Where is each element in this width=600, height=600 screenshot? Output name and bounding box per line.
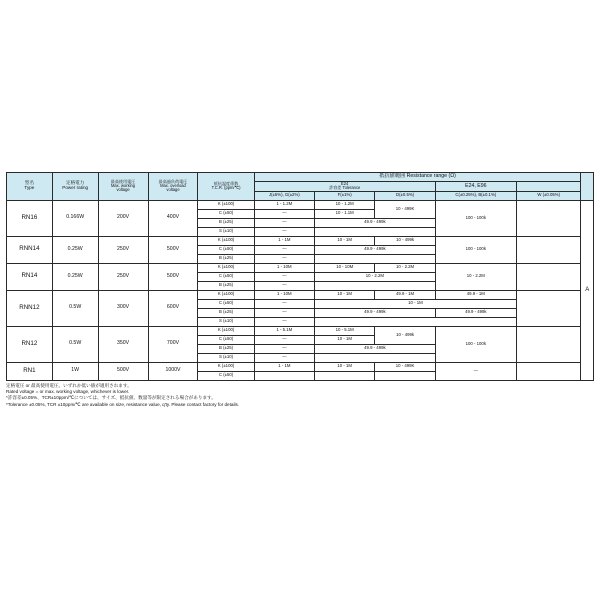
spec-sheet bbox=[6, 172, 594, 381]
footnote-line: *許容差±0.05%、TCR±10ppm/℃については、サイズ、抵抗値、数量等が限定される場合があります。 bbox=[6, 395, 216, 401]
cell-overload: 500V bbox=[148, 236, 198, 263]
cell-range-jg: — bbox=[254, 299, 314, 308]
header-vertical-blank bbox=[581, 173, 594, 201]
cell-tcr: C (±50) bbox=[198, 299, 254, 308]
cell-tcr: C (±50) bbox=[198, 335, 254, 344]
cell-range-cb: 100 - 100k bbox=[435, 236, 516, 263]
cell-range-d: 10 - 499K bbox=[375, 200, 435, 218]
cell-overload: 700V bbox=[148, 326, 198, 362]
cell-working: 500V bbox=[98, 362, 148, 380]
cell-tcr: S (±10) bbox=[198, 317, 254, 326]
cell-range-d: 10 - 499k bbox=[375, 326, 435, 344]
header-col-j-g: J(±5%), G(±2%) bbox=[254, 191, 314, 200]
table-row bbox=[7, 326, 594, 335]
cell-power: 0.5W bbox=[52, 290, 98, 326]
cell-range-f: 10 - 1M bbox=[315, 362, 375, 371]
footnote-line: *Tolerance ±0.05%, TCR ±10ppm/℃ are available on size, resistance value, q'ty. Please contact factory for details. bbox=[6, 401, 240, 407]
cell-range-d: 49.9 - 1M bbox=[375, 290, 435, 299]
cell-range-jg: 1 - 10M bbox=[254, 263, 314, 272]
header-max-working-voltage: 最高使用電圧 Max. working voltage bbox=[98, 173, 148, 201]
cell-overload: 600V bbox=[148, 290, 198, 326]
cell-range-cb: — bbox=[435, 362, 516, 380]
header-group-e24-e96: E24, E96 bbox=[435, 182, 516, 192]
cell-tcr: C (±50) bbox=[198, 272, 254, 281]
cell-range-f bbox=[315, 317, 517, 326]
cell-power: 0.25W bbox=[52, 263, 98, 290]
cell-tcr: B (±25) bbox=[198, 281, 254, 290]
cell-power: 1W bbox=[52, 362, 98, 380]
cell-type: RNN14 bbox=[7, 236, 53, 263]
cell-tcr: K (±100) bbox=[198, 236, 254, 245]
header-col-cb: C(±0.25%), B(±0.1%) bbox=[435, 191, 516, 200]
cell-range-jg: — bbox=[254, 308, 314, 317]
header-col-f: F(±1%) bbox=[315, 191, 375, 200]
cell-range-f: 49.9 - 499k bbox=[315, 218, 436, 227]
cell-range-jg: — bbox=[254, 218, 314, 227]
cell-range-f: 49.9 - 499k bbox=[315, 344, 436, 353]
cell-range-f: 10 - 1M bbox=[315, 299, 517, 308]
cell-working: 350V bbox=[98, 326, 148, 362]
cell-working: 250V bbox=[98, 263, 148, 290]
cell-tcr: C (±50) bbox=[198, 209, 254, 218]
cell-tcr: S (±10) bbox=[198, 353, 254, 362]
cell-range-jg: — bbox=[254, 209, 314, 218]
cell-range-d: 10 - 499K bbox=[375, 362, 435, 371]
cell-tcr: B (±25) bbox=[198, 308, 254, 317]
header-group-e24 bbox=[254, 182, 435, 192]
cell-range-f bbox=[315, 371, 375, 380]
cell-range-cb: 100 - 100k bbox=[435, 326, 516, 362]
cell-tcr: S (±10) bbox=[198, 227, 254, 236]
cell-range-jg: — bbox=[254, 344, 314, 353]
table-row bbox=[7, 362, 594, 371]
table-row bbox=[7, 236, 594, 245]
cell-power: 0.25W bbox=[52, 236, 98, 263]
cell-tcr: K (±100) bbox=[198, 326, 254, 335]
cell-range-jg: — bbox=[254, 254, 314, 263]
cell-tcr: K (±100) bbox=[198, 263, 254, 272]
table-row bbox=[7, 263, 594, 272]
header-col-w: W (±0.05%) bbox=[516, 191, 581, 200]
cell-overload: 1000V bbox=[148, 362, 198, 380]
cell-range-jg: 1 - 1M bbox=[254, 362, 314, 371]
cell-power: 0.5W bbox=[52, 326, 98, 362]
cell-tcr: C (±50) bbox=[198, 245, 254, 254]
cell-type: RNN12 bbox=[7, 290, 53, 326]
header-power-rating: 定格電力 Power rating bbox=[52, 173, 98, 201]
cell-range-jg bbox=[254, 371, 314, 380]
cell-range-f bbox=[315, 281, 436, 290]
cell-tcr: B (±25) bbox=[198, 254, 254, 263]
cell-range-f: 10 - 2.2M bbox=[315, 272, 436, 281]
header-type: 型名 Type bbox=[7, 173, 53, 201]
cell-range-f: 49.9 - 499k bbox=[315, 245, 436, 254]
cell-power: 0.166W bbox=[52, 200, 98, 236]
cell-range-w bbox=[516, 362, 581, 380]
cell-range-jg: — bbox=[254, 317, 314, 326]
cell-range-w bbox=[516, 290, 581, 326]
cell-type: RN1 bbox=[7, 362, 53, 380]
cell-range-w bbox=[516, 326, 581, 362]
cell-range-jg: — bbox=[254, 227, 314, 236]
cell-working: 200V bbox=[98, 200, 148, 236]
cell-tcr: B (±25) bbox=[198, 218, 254, 227]
cell-range-f: 10 - 10M bbox=[315, 263, 375, 272]
cell-type: RN14 bbox=[7, 263, 53, 290]
cell-range-f: 10 - 1M bbox=[315, 236, 375, 245]
cell-type: RN12 bbox=[7, 326, 53, 362]
cell-working: 250V bbox=[98, 236, 148, 263]
header-resistance-range: 抵抗値範囲 Resistance range (Ω) bbox=[254, 173, 581, 182]
cell-range-d: 10 - 2.2M bbox=[375, 263, 435, 272]
cell-range-f: 10 - 1.1M bbox=[315, 209, 375, 218]
cell-range-f: 49.9 - 499k bbox=[315, 308, 436, 317]
cell-range-jg: 1 - 1.2M bbox=[254, 200, 314, 209]
cell-tcr: C (±50) bbox=[198, 371, 254, 380]
table-row bbox=[7, 290, 594, 299]
cell-range-jg: — bbox=[254, 281, 314, 290]
cell-range-d bbox=[375, 371, 435, 380]
cell-tcr: B (±25) bbox=[198, 344, 254, 353]
cell-overload: 500V bbox=[148, 263, 198, 290]
header-group-w-blank bbox=[516, 182, 581, 192]
header-col-d: D(±0.5%) bbox=[375, 191, 435, 200]
cell-range-jg: — bbox=[254, 245, 314, 254]
cell-range-jg: 1 - 10M bbox=[254, 290, 314, 299]
cell-range-jg: 1 - 5.1M bbox=[254, 326, 314, 335]
cell-range-cb: 49.9 - 499k bbox=[435, 308, 516, 317]
cell-tcr: K (±100) bbox=[198, 200, 254, 209]
cell-range-jg: 1 - 1M bbox=[254, 236, 314, 245]
cell-tcr: K (±100) bbox=[198, 290, 254, 299]
cell-tcr: K (±100) bbox=[198, 362, 254, 371]
header-tolerance-label: 許容差 Tolerance bbox=[329, 185, 361, 191]
cell-range-jg: — bbox=[254, 272, 314, 281]
cell-range-d: 10 - 499k bbox=[375, 236, 435, 245]
table-row bbox=[7, 200, 594, 209]
footnote-line: 定格電圧 or 最高使用電圧、いずれか低い値が適用されます。 bbox=[6, 383, 132, 388]
cell-range-cb: 10 - 2.2M bbox=[435, 263, 516, 290]
cell-range-f: 10 - 1.2M bbox=[315, 200, 375, 209]
cell-range-jg: — bbox=[254, 335, 314, 344]
footnote-line: Rated voltage = or max. working voltage, whichever is lower. bbox=[6, 389, 130, 395]
cell-range-jg: — bbox=[254, 353, 314, 362]
cell-range-w bbox=[516, 200, 581, 236]
table-header-row-1 bbox=[7, 173, 594, 182]
cell-range-f bbox=[315, 254, 436, 263]
header-tcr: 抵抗温度係数 T.C.R. (ppm/℃) bbox=[198, 173, 254, 201]
cell-range-cb: 49.9 - 1M bbox=[435, 290, 516, 299]
cell-range-cb: 100 - 100k bbox=[435, 200, 516, 236]
cell-range-f bbox=[315, 353, 436, 362]
cell-range-f: 10 - 1M bbox=[315, 290, 375, 299]
cell-working: 300V bbox=[98, 290, 148, 326]
cell-vertical-a: A bbox=[581, 200, 594, 380]
footnotes bbox=[6, 383, 594, 408]
cell-type: RN16 bbox=[7, 200, 53, 236]
cell-range-f: 10 - 1M bbox=[315, 335, 375, 344]
cell-overload: 400V bbox=[148, 200, 198, 236]
header-max-overload-voltage: 最高過負荷電圧 Max. overload voltage bbox=[148, 173, 198, 201]
cell-range-f: 10 - 5.1M bbox=[315, 326, 375, 335]
cell-range-w bbox=[516, 263, 581, 290]
header-group-e24-label: E24 bbox=[341, 181, 349, 186]
cell-range-w bbox=[516, 236, 581, 263]
resistance-spec-table bbox=[6, 172, 594, 381]
cell-range-f bbox=[315, 227, 436, 236]
